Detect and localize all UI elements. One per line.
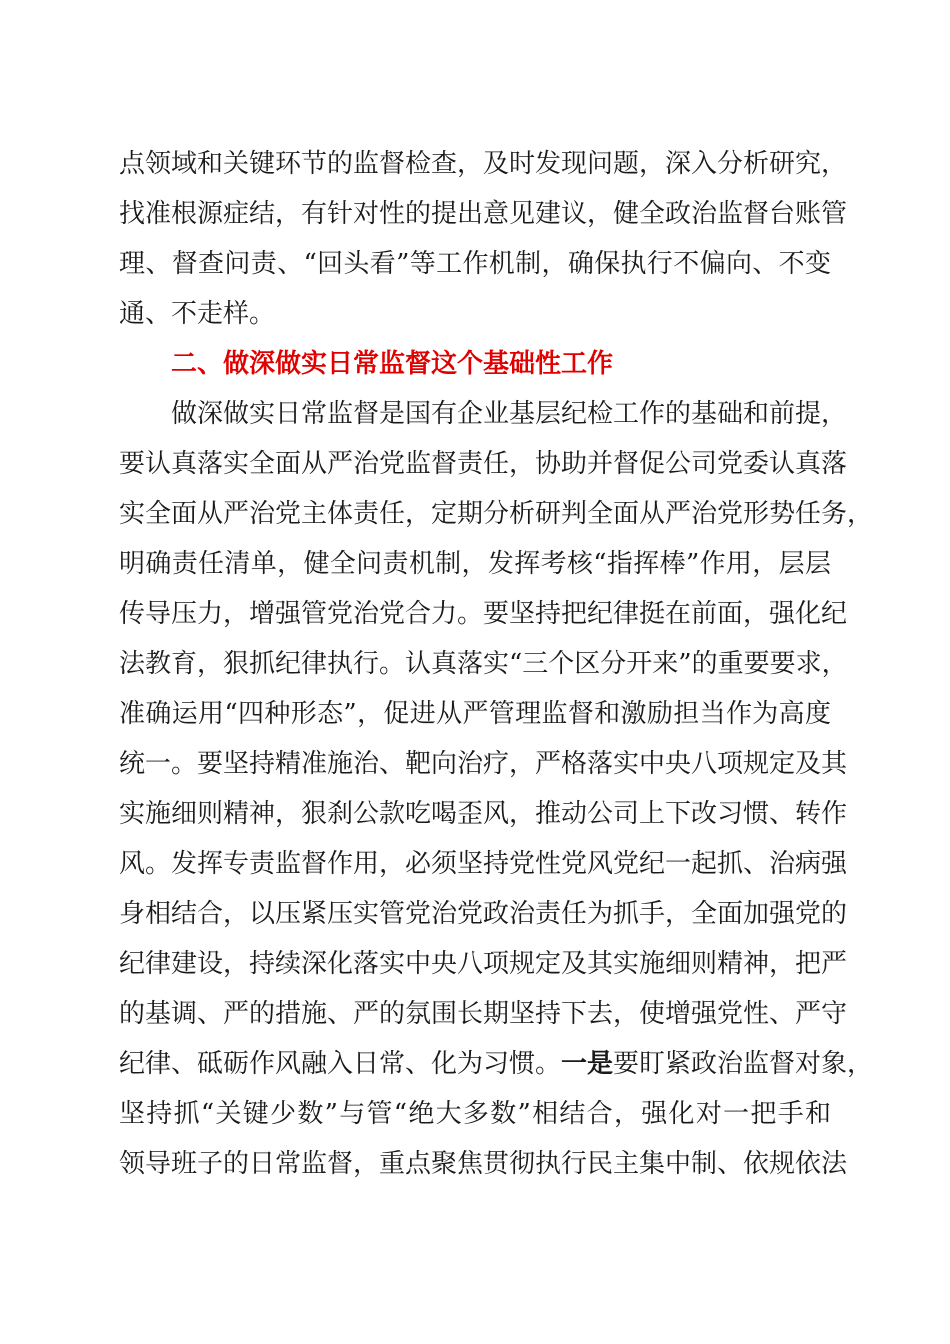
emphasis-first: 一是 bbox=[561, 1049, 614, 1079]
body-line: 风。发挥专责监督作用，必须坚持党性党风党纪一起抓、治病强 bbox=[119, 849, 848, 879]
line-text-before: 纪律、砥砺作风融入日常、化为习惯。 bbox=[119, 1049, 562, 1079]
body-line: 明确责任清单，健全问责机制，发挥考核“指挥棒”作用，层层 bbox=[119, 549, 831, 579]
body-line: 身相结合，以压紧压实管党治党政治责任为抓手，全面加强党的 bbox=[119, 899, 848, 929]
body-line: 做深做实日常监督是国有企业基层纪检工作的基础和前提， bbox=[171, 399, 848, 429]
body-line: 坚持抓“关键少数”与管“绝大多数”相结合，强化对一把手和 bbox=[119, 1099, 831, 1129]
body-line: 实全面从严治党主体责任，定期分析研判全面从严治党形势任务， bbox=[119, 499, 874, 529]
body-line: 点领域和关键环节的监督检查，及时发现问题，深入分析研究， bbox=[119, 149, 848, 179]
body-line: 实施细则精神，狠刹公款吃喝歪风，推动公司上下改习惯、转作 bbox=[119, 799, 848, 829]
body-line: 准确运用“四种形态”，促进从严管理监督和激励担当作为高度 bbox=[119, 699, 831, 729]
body-line-with-emphasis bbox=[119, 1048, 874, 1080]
body-line: 理、督查问责、“回头看”等工作机制，确保执行不偏向、不变 bbox=[119, 249, 831, 279]
section-heading: 二、做深做实日常监督这个基础性工作 bbox=[171, 349, 614, 379]
body-line: 领导班子的日常监督，重点聚焦贯彻执行民主集中制、依规依法 bbox=[119, 1149, 848, 1179]
body-line: 传导压力，增强管党治党合力。要坚持把纪律挺在前面，强化纪 bbox=[119, 599, 848, 629]
line-text-after: 要盯紧政治监督对象， bbox=[613, 1049, 874, 1079]
body-line: 法教育，狠抓纪律执行。认真落实“三个区分开来”的重要要求， bbox=[119, 649, 848, 679]
body-line: 找准根源症结，有针对性的提出意见建议，健全政治监督台账管 bbox=[119, 199, 848, 229]
body-line: 纪律建设，持续深化落实中央八项规定及其实施细则精神，把严 bbox=[119, 949, 848, 979]
body-line: 统一。要坚持精准施治、靶向治疗，严格落实中央八项规定及其 bbox=[119, 749, 848, 779]
body-line: 通、不走样。 bbox=[119, 299, 276, 329]
body-line: 要认真落实全面从严治党监督责任，协助并督促公司党委认真落 bbox=[119, 449, 848, 479]
body-line: 的基调、严的措施、严的氛围长期坚持下去，使增强党性、严守 bbox=[119, 999, 848, 1029]
